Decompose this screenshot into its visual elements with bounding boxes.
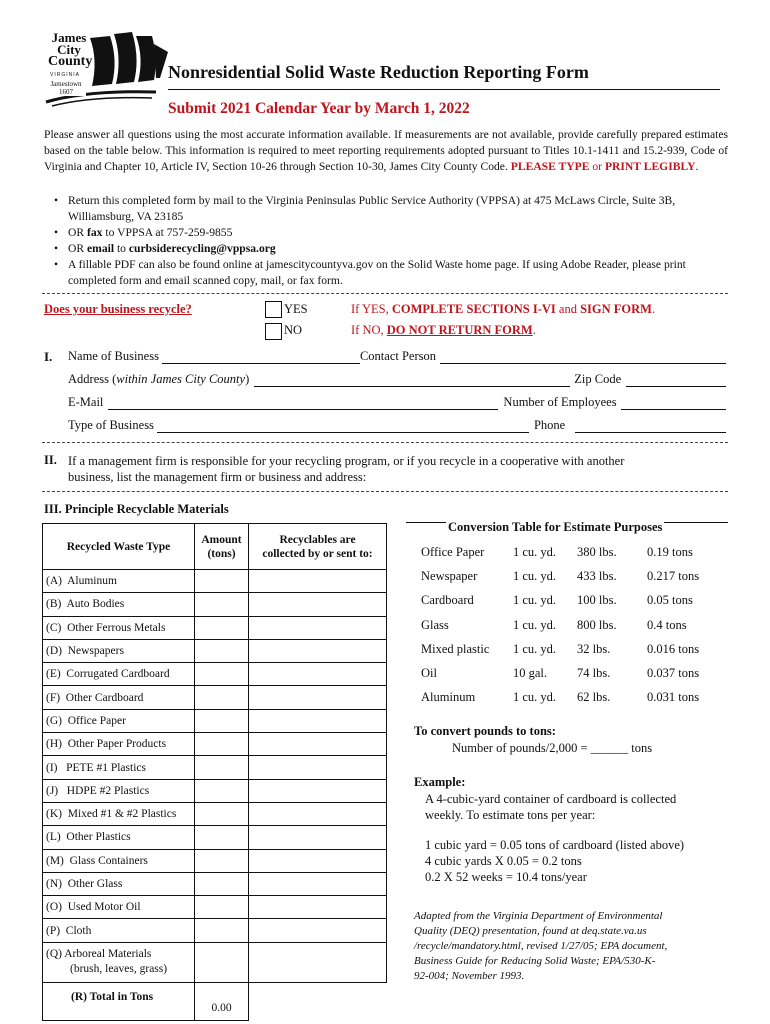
source-line3: /recycle/mandatory.html, revised 1/27/05; EPA document, [414,940,668,952]
total-value-cell[interactable] [195,982,249,1020]
conversion-weight-cell: 380 lbs. [577,544,617,559]
blank-cell [249,982,387,1020]
amount-cell[interactable] [195,896,249,919]
email-field[interactable] [108,397,498,410]
amount-cell[interactable] [195,733,249,756]
conversion-volume-cell: 1 cu. yd. [513,617,557,632]
type-notice-a: PLEASE TYPE [510,160,590,173]
if-yes-sign: SIGN FORM [580,302,652,316]
row-q-sublabel: (brush, leaves, grass) [70,963,168,976]
if-no-text [351,323,536,338]
list-item: • OR email to curbsiderecycling@vppsa.org [54,242,276,255]
table-row [43,942,387,982]
amount-cell[interactable] [195,570,249,593]
amount-cell[interactable] [195,639,249,662]
conversion-row [421,661,717,685]
conversion-volume-cell: 10 gal. [513,666,548,681]
conversion-volume-cell: 1 cu. yd. [513,568,557,583]
col-waste-type-label: Recycled Waste Type [66,540,171,553]
conversion-material-cell: Cardboard [421,593,474,608]
conversion-weight-cell: 32 lbs. [577,641,611,656]
source-line2: Quality (DEQ) presentation, found at deq.state.va.us [414,925,647,937]
business-name-field[interactable] [162,351,360,364]
conversion-weight-cell: 74 lbs. [577,666,611,681]
table-row [43,686,387,709]
logo-line3: County [48,54,93,69]
type-notice-b: PRINT LEGIBLY [604,160,696,173]
address-label: Address ( [68,372,117,386]
convert-title: To convert pounds to tons: [414,724,556,738]
example-text [425,791,684,885]
logo-line5: Jamestown [50,80,82,88]
section1-row4 [68,418,726,433]
if-yes-end: . [651,302,656,316]
conversion-volume-cell: 1 cu. yd. [513,544,557,559]
yes-checkbox[interactable] [265,301,282,318]
example-title: Example: [414,775,466,789]
conversion-tons-cell: 0.037 tons [647,666,700,681]
table-row [43,896,387,919]
recyclables-table [42,523,387,1021]
subtitle: Submit 2021 Calendar Year by March 1, 2022 [168,100,470,117]
amount-cell[interactable] [195,802,249,825]
amount-cell[interactable] [195,709,249,732]
title-rule [168,89,720,90]
amount-cell[interactable] [195,919,249,942]
logo-line6: 1607 [59,88,73,96]
zip-label: Zip Code [574,372,622,386]
amount-cell[interactable] [195,779,249,802]
list-item: • Return this completed form by mail to the Virginia Peninsulas Public Service Authority (VPPSA) at 475 McLaws Circle, Suite 3B, Williamsburg, VA 23185 [54,193,730,225]
no-label: NO [284,323,303,337]
address-label-end: ) [245,372,250,386]
example-line3: 1 cubic yard = 0.05 tons of cardboard (listed above) [425,838,685,852]
col-collected-label1: Recyclables are [279,533,356,546]
business-name-label: Name of Business [68,349,159,363]
employees-field[interactable] [621,397,726,410]
example-line2: weekly. To estimate tons per year: [425,808,596,822]
convert-formula: Number of pounds/2,000 = ______ tons [452,741,653,755]
conversion-tons-cell: 0.05 tons [647,593,693,608]
conversion-tons-cell: 0.19 tons [647,544,693,559]
col-collected-label2: collected by or sent to: [262,547,373,560]
type-notice-end: . [695,160,699,173]
collected-by-cell[interactable] [249,639,387,662]
waste-type-cell: (I) PETE #1 Plastics [43,756,195,779]
yes-label: YES [284,302,308,316]
col-amount [195,524,249,570]
section-rule [42,442,728,443]
if-no-bold: DO NOT RETURN FORM [386,323,533,337]
section1-number: I. [44,349,53,364]
amount-cell[interactable] [195,593,249,616]
address-note: within James City County [116,372,246,386]
collected-by-cell[interactable] [249,896,387,919]
table-row [43,663,387,686]
waste-type-cell: (B) Auto Bodies [43,593,195,616]
amount-cell[interactable] [195,942,249,982]
section2-number: II. [44,453,57,467]
collected-by-cell[interactable] [249,686,387,709]
bullet-mail: Return this completed form by mail to the Virginia Peninsulas Public Service Authority (VPPSA) at 475 McLaws Circle, Suite 3B, Williamsburg, VA 23185 [68,194,676,223]
no-checkbox[interactable] [265,323,282,340]
conversion-weight-cell: 433 lbs. [577,568,617,583]
page-title: Nonresidential Solid Waste Reduction Reporting Form [168,62,589,82]
bullet-fax-post: to VPPSA at 757-259-9855 [102,226,233,239]
total-label: (R) Total in Tons [71,990,154,1003]
conversion-row [421,637,717,661]
list-item: • A fillable PDF can also be found online at jamescitycountyva.gov on the Solid Waste home page. If using Adobe Reader, please print completed form and email scanned copy, mail, or fax form. [54,257,730,289]
table-row [43,593,387,616]
amount-cell[interactable] [195,756,249,779]
section-rule [42,491,728,492]
conversion-tons-cell: 0.217 tons [647,568,700,583]
contact-person-field[interactable] [440,351,726,364]
collected-by-cell[interactable] [249,570,387,593]
conversion-weight-cell: 800 lbs. [577,617,617,632]
bullet-email-mid: to [114,242,129,255]
intro-text [44,127,728,175]
email-label: E-Mail [68,395,104,409]
section3-title: III. Principle Recyclable Materials [44,502,229,516]
example-line1: A 4-cubic-yard container of cardboard is collected [425,792,677,806]
section2-text [68,453,624,485]
source-line4: Business Guide for Reducing Solid Waste; EPA/530-K- [414,955,656,967]
section1-row1 [68,349,726,364]
table-row [43,709,387,732]
bullet-pdf: A fillable PDF can also be found online at jamescitycountyva.gov on the Solid Waste home page. If using Adobe Reader, please print completed form and email scanned copy, mail, or fax form. [68,258,686,287]
section1-row3 [68,395,726,410]
collected-by-cell[interactable] [249,616,387,639]
total-row [43,982,387,1020]
waste-type-cell: (F) Other Cardboard [43,686,195,709]
source-line5: 92-004; November 1993. [414,970,525,982]
logo-line1: James [51,30,87,45]
table-row [43,616,387,639]
if-no-pre: If NO, [351,323,387,337]
collected-by-cell[interactable] [249,663,387,686]
bullet-email-pre: OR [68,242,88,255]
col-amount-label: Amount [201,533,242,546]
type-notice-or: or [589,160,605,173]
employees-label: Number of Employees [503,395,617,409]
table-row [43,639,387,662]
collected-by-cell[interactable] [249,872,387,895]
bullet-fax-pre: OR [68,226,88,239]
instructions-list [54,193,730,289]
collected-by-cell[interactable] [249,826,387,849]
table-row [43,872,387,895]
question-rule [42,293,728,294]
conversion-tons-cell: 0.4 tons [647,617,687,632]
section2-line1: If a management firm is responsible for your recycling program, or if you recycle in a cooperative with another [68,454,625,468]
source-note [414,909,667,984]
conversion-tons-cell: 0.016 tons [647,641,700,656]
conversion-material-cell: Aluminum [421,690,476,705]
conversion-row [421,540,717,564]
conversion-row [421,613,717,637]
col-waste-type [43,524,195,570]
table-row [43,919,387,942]
collected-by-cell[interactable] [249,709,387,732]
conversion-volume-cell: 1 cu. yd. [513,641,557,656]
conversion-weight-cell: 100 lbs. [577,593,617,608]
if-yes-text [351,302,655,317]
table-header-row [43,524,387,570]
table-row [43,779,387,802]
if-yes-pre: If YES, [351,302,392,316]
conversion-volume-cell: 1 cu. yd. [513,690,557,705]
conversion-material-cell: Mixed plastic [421,641,490,656]
zip-field[interactable] [626,374,726,387]
conversion-table [421,540,717,710]
col-amount-unit: (tons) [207,547,236,560]
waste-type-cell: (G) Office Paper [43,709,195,732]
conversion-material-cell: Glass [421,617,449,632]
conversion-material-cell: Newspaper [421,568,478,583]
total-label-cell [43,982,195,1020]
source-line1: Adapted from the Virginia Department of Environmental [414,910,663,922]
table-row [43,733,387,756]
amount-cell[interactable] [195,663,249,686]
if-yes-sections: COMPLETE SECTIONS I-VI [391,302,556,316]
row-q-label: (Q) Arboreal Materials [46,948,152,961]
section2-line2: business, list the management firm or business and address: [68,470,367,484]
list-item: • OR fax to VPPSA at 757-259-9855 [54,226,233,239]
waste-type-cell: (C) Other Ferrous Metals [43,616,195,639]
if-yes-mid: and [555,302,581,316]
contact-person-label: Contact Person [359,349,437,363]
bullet-email-address[interactable]: curbsiderecycling@vppsa.org [128,242,276,255]
table-row [43,826,387,849]
conversion-volume-cell: 1 cu. yd. [513,593,557,608]
amount-cell[interactable] [195,872,249,895]
waste-type-cell: (O) Used Motor Oil [43,896,195,919]
waste-type-cell: (J) HDPE #2 Plastics [43,779,195,802]
conversion-tons-cell: 0.031 tons [647,690,700,705]
waste-type-cell: (N) Other Glass [43,872,195,895]
amount-cell[interactable] [195,826,249,849]
example-line5: 0.2 X 52 weeks = 10.4 tons/year [425,870,587,884]
address-field[interactable] [254,374,570,387]
waste-type-cell: (D) Newspapers [43,639,195,662]
collected-by-cell[interactable] [249,733,387,756]
example-line4: 4 cubic yards X 0.05 = 0.2 tons [425,854,582,868]
amount-cell[interactable] [195,849,249,872]
waste-type-cell: (P) Cloth [43,919,195,942]
business-type-field[interactable] [157,420,529,433]
collected-by-cell[interactable] [249,802,387,825]
logo-line2: City [57,42,81,57]
col-collected-by [249,524,387,570]
conversion-row [421,686,717,710]
county-logo [28,30,168,110]
conversion-weight-cell: 62 lbs. [577,690,611,705]
table-row [43,756,387,779]
recycle-question: Does your business recycle? [44,302,192,316]
conversion-row [421,589,717,613]
business-type-label: Type of Business [68,418,154,432]
waste-type-cell [43,942,195,982]
collected-by-cell[interactable] [249,849,387,872]
if-no-end: . [532,323,536,337]
conversion-row [421,564,717,588]
amount-cell[interactable] [195,686,249,709]
waste-type-cell: (L) Other Plastics [43,826,195,849]
intro-paragraph: Please answer all questions using the most accurate information available. If measurements are not available, provide carefully prepared estimates based on the table below. This information is required to meet reporting requirements adopted pursuant to Titles 10.1-1411 and 15.2-939, Code of Virginia and Chapter 10, Article IV, Section 10-26 through Section 10-30, James City County Code. [44,128,728,173]
amount-cell[interactable] [195,616,249,639]
waste-type-cell: (K) Mixed #1 & #2 Plastics [43,802,195,825]
phone-field[interactable] [575,420,726,433]
phone-label: Phone [533,418,566,432]
logo-line4: VIRGINIA [50,72,80,78]
table-row [43,802,387,825]
table-row [43,849,387,872]
waste-type-cell: (M) Glass Containers [43,849,195,872]
collected-by-cell[interactable] [249,593,387,616]
conversion-material-cell: Office Paper [421,544,485,559]
table-row [43,570,387,593]
bullet-fax-bold: fax [87,226,103,239]
total-value: 0.00 [211,1001,232,1014]
conversion-title: Conversion Table for Estimate Purposes [448,520,663,534]
collected-by-cell[interactable] [249,779,387,802]
waste-type-cell: (H) Other Paper Products [43,733,195,756]
bullet-email-bold: email [87,242,115,255]
waste-type-cell: (E) Corrugated Cardboard [43,663,195,686]
section1-row2 [68,372,726,387]
collected-by-cell[interactable] [249,942,387,982]
conversion-material-cell: Oil [421,666,437,681]
collected-by-cell[interactable] [249,919,387,942]
waste-type-cell: (A) Aluminum [43,570,195,593]
collected-by-cell[interactable] [249,756,387,779]
